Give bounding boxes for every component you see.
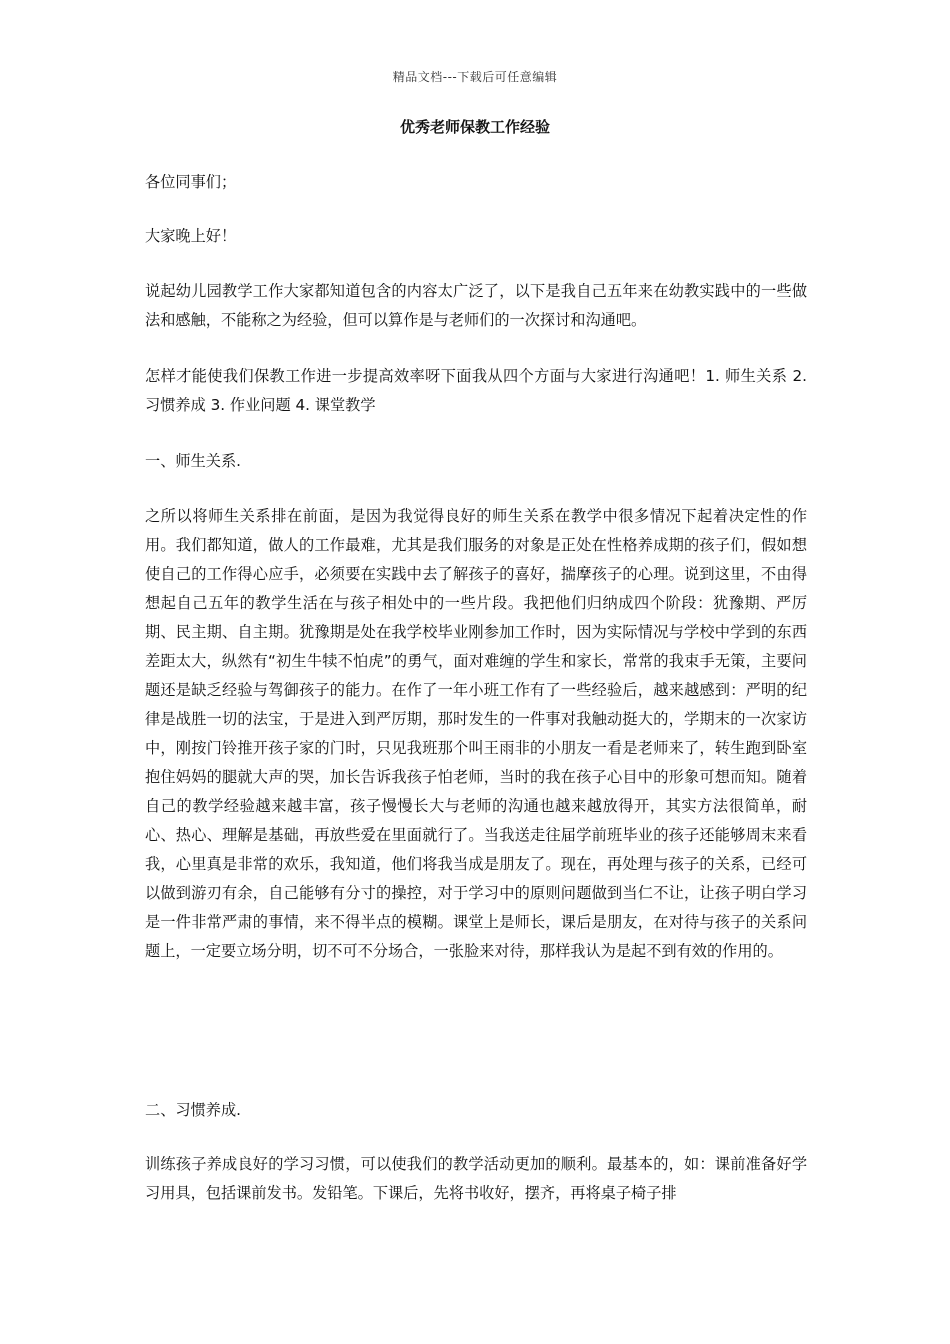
intro-paragraph: 说起幼儿园教学工作大家都知道包含的内容太广泛了，以下是我自己五年来在幼教实践中的一些做法和感触，不能称之为经验，但可以算作是与老师们的一次探讨和沟通吧。 (145, 282, 807, 329)
section1-heading: 一、师生关系. (145, 452, 241, 470)
document-title: 优秀老师保教工作经验 (399, 118, 550, 136)
section2-heading: 二、习惯养成. (145, 1101, 241, 1119)
section1-paragraph: 之所以将师生关系排在前面，是因为我觉得良好的师生关系在教学中很多情况下起着决定性的作用。我们都知道，做人的工作最难，尤其是我们服务的对象是正处在性格养成期的孩子们，假如想使自己的工作得心应手，必须要在实践中去了解孩子的喜好，揣摩孩子的心理。说到这里，不由得想起自己五年的教学生活在与孩子相处中的一些片段。我把他们归纳成四个阶段：犹豫期、严厉期、民主期、自主期。犹豫期是处在我学校毕业刚参加工作时，因为实际情况与学校中学到的东西差距太大，纵然有“初生牛犊不怕虎”的勇气，面对难缠的学生和家长，常常的我束手无策，主要问题还是缺乏经验与驾御孩子的能力。在作了一年小班工作有了一些经验后，越来越感到：严明的纪律是战胜一切的法宝，于是进入到严厉期，那时发生的一件事对我触动挺大的，学期末的一次家访中，刚按门铃推开孩子家的门时，只见我班那个叫王雨非的小朋友一看是老师来了，转生跑到卧室抱住妈妈的腿就大声的哭，加长告诉我孩子怕老师，当时的我在孩子心目中的形象可想而知。随着自己的教学经验越来越丰富，孩子慢慢长大与老师的沟通也越来越放得开，其实方法很简单，耐心、热心、理解是基础，再放些爱在里面就行了。当我送走往届学前班毕业的孩子还能够周末来看我，心里真是非常的欢乐，我知道，他们将我当成是朋友了。现在，再处理与孩子的关系，已经可以做到游刃有余，自己能够有分寸的操控，对于学习中的原则问题做到当仁不让，让孩子明白学习是一件非常严肃的事情，来不得半点的模糊。课堂上是师长，课后是朋友，在对待与孩子的关系问题上，一定要立场分明，切不可不分场合，一张脸来对待，那样我认为是起不到有效的作用的。 (145, 507, 807, 960)
salutation: 各位同事们； (145, 173, 237, 191)
greeting: 大家晚上好！ (145, 227, 237, 245)
header-note: 精品文档---下载后可任意编辑 (392, 70, 558, 84)
section2-paragraph: 训练孩子养成良好的学习习惯，可以使我们的教学活动更加的顺利。最基本的，如：课前准备好学习用具，包括课前发书。发铅笔。下课后，先将书收好，摆齐，再将桌子椅子排 (145, 1155, 807, 1202)
question-paragraph: 怎样才能使我们保教工作进一步提高效率呀下面我从四个方面与大家进行沟通吧！1. 师生关系 2. 习惯养成 3. 作业问题 4. 课堂教学 (145, 367, 807, 414)
